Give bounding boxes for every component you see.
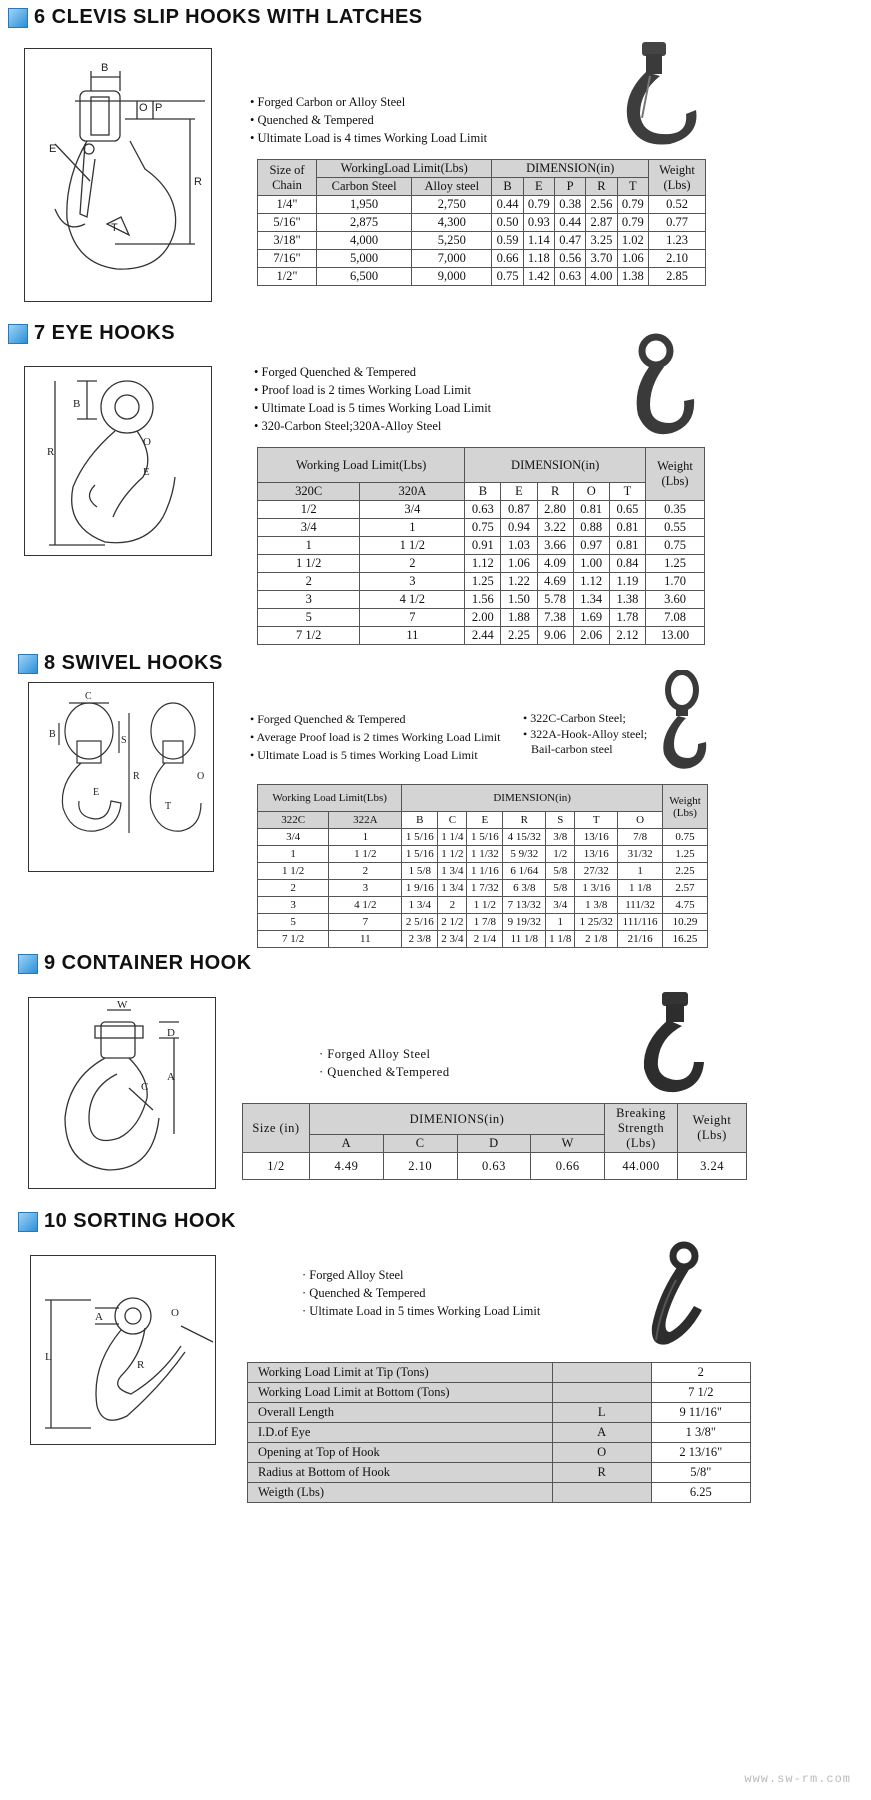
table-cell: 2 1/2 xyxy=(438,914,467,931)
label-e: E xyxy=(93,787,100,798)
table-cell: 4.69 xyxy=(537,573,573,591)
table-cell: 11 xyxy=(360,627,465,645)
table-cell: Radius at Bottom of Hook xyxy=(248,1463,553,1483)
sorting-hook-photo-icon xyxy=(636,1240,712,1358)
table-cell: 4.49 xyxy=(310,1153,384,1180)
section-bullet-icon xyxy=(18,654,38,674)
table-row xyxy=(258,501,705,519)
table-cell: 1 xyxy=(258,846,329,863)
section-bullet-icon xyxy=(18,1212,38,1232)
table-cell: 5 xyxy=(258,914,329,931)
table-cell: Weigth (Lbs) xyxy=(248,1483,553,1503)
table-cell: 1.38 xyxy=(617,268,648,286)
table-cell: 1.25 xyxy=(646,555,705,573)
table-cell: 2 1/4 xyxy=(467,931,503,948)
table-cell: 0.52 xyxy=(649,196,706,214)
table-cell: 1 7/32 xyxy=(467,880,503,897)
table-cell: 4,300 xyxy=(412,214,492,232)
table-row xyxy=(258,931,708,948)
table-cell: 1 1/4 xyxy=(438,829,467,846)
table-row xyxy=(258,863,708,880)
table-cell: R xyxy=(552,1463,651,1483)
section-6-title: 6 CLEVIS SLIP HOOKS WITH LATCHES xyxy=(8,6,423,29)
table-cell: 27/32 xyxy=(575,863,618,880)
table-cell: 11 1/8 xyxy=(503,931,546,948)
label-e: E xyxy=(49,143,57,155)
table-row xyxy=(248,1423,751,1443)
table-cell: 1.06 xyxy=(617,250,648,268)
table-cell: 0.79 xyxy=(617,196,648,214)
table-cell: 7 1/2 xyxy=(258,931,329,948)
table-cell: L xyxy=(552,1403,651,1423)
table-cell: 2.06 xyxy=(573,627,609,645)
table-cell: 1.00 xyxy=(573,555,609,573)
table-cell: 1.12 xyxy=(465,555,501,573)
table-cell: 0.77 xyxy=(649,214,706,232)
label-r: R xyxy=(47,446,55,458)
swivel-hook-photo-icon xyxy=(650,670,714,774)
table-cell: O xyxy=(552,1443,651,1463)
section-7-table: Working Load Limit(Lbs) DIMENSION(in) Weight (Lbs) 320C 320A B E R O T 1/2 3/4 0.63 0.87 2.80 0.81 0.65 0.35 3/4 1 0.75 0.94 3.22 0.88 0.81 0.55 1 1 1/2 0.91 1.03 3.66 0.97 0.81 0.75 1 1/2 2 1.12 1.06 4.09 1.00 0.84 1.25 2 3 1.25 1.22 4.69 1.12 1.19 1.70 3 4 1/2 1.56 1.50 5.78 1.34 1.38 3.60 5 7 2.00 1.88 7.38 1.69 1.78 7.08 7 1/2 11 2.44 2.25 9.06 2.06 2.12 13.00 xyxy=(257,447,705,645)
table-cell: 2.25 xyxy=(663,863,708,880)
table-cell: 1 3/4 xyxy=(438,880,467,897)
label-b: B xyxy=(49,729,56,740)
clevis-hook-diagram xyxy=(24,48,212,302)
table-cell: 7.38 xyxy=(537,609,573,627)
table-cell: 1/2 xyxy=(258,501,360,519)
table-cell: 0.56 xyxy=(555,250,586,268)
table-cell: 4 1/2 xyxy=(329,897,402,914)
table-cell: 3 xyxy=(258,897,329,914)
section-bullet-icon xyxy=(18,954,38,974)
table-cell: 1.12 xyxy=(573,573,609,591)
table-cell: 0.97 xyxy=(573,537,609,555)
table-row xyxy=(258,196,706,214)
label-c: C xyxy=(85,691,92,702)
table-cell: 3/4 xyxy=(258,829,329,846)
table-row xyxy=(248,1363,751,1383)
table-cell: 2,875 xyxy=(317,214,412,232)
table-cell: 1 9/16 xyxy=(402,880,438,897)
section-6-table: Size of Chain WorkingLoad Limit(Lbs) DIMENSION(in) Weight (Lbs) Carbon Steel Alloy steel B E P R T 1/4" 1,950 2,750 0.44 0.79 0.38 2.56 0.79 0.52 5/16" 2,875 4,300 0.50 0.93 0.44 2.87 0.79 0.77 3/18" 4,000 5,250 0.59 1.14 0.47 3.25 1.02 1.23 7/16" 5,000 7,000 0.66 1.18 0.56 3.70 1.06 2.10 1/2" 6,500 9,000 0.75 1.42 0.63 4.00 1.38 2.85 xyxy=(257,159,706,286)
table-cell: Working Load Limit at Bottom (Tons) xyxy=(248,1383,553,1403)
table-cell: 44.000 xyxy=(605,1153,678,1180)
clevis-hook-photo-icon xyxy=(612,40,708,150)
table-cell: 0.50 xyxy=(492,214,523,232)
table-cell: 0.59 xyxy=(492,232,523,250)
table-cell: 3.25 xyxy=(586,232,617,250)
table-cell: 0.75 xyxy=(646,537,705,555)
table-row xyxy=(258,609,705,627)
table-cell: 1.14 xyxy=(523,232,554,250)
section-bullet-icon xyxy=(8,8,28,28)
table-cell: 1 3/8 xyxy=(575,897,618,914)
section-6-bullets: • Forged Carbon or Alloy Steel • Quenched & Tempered • Ultimate Load is 4 times Working Load Limit xyxy=(250,93,487,147)
table-cell: 1 1/2 xyxy=(329,846,402,863)
table-cell: 0.66 xyxy=(531,1153,605,1180)
table-row xyxy=(258,250,706,268)
label-b: B xyxy=(101,62,109,74)
table-cell: 1,950 xyxy=(317,196,412,214)
table-cell: 0.65 xyxy=(609,501,645,519)
table-row xyxy=(258,829,708,846)
table-row xyxy=(258,573,705,591)
table-cell: 1 1/8 xyxy=(618,880,663,897)
table-cell: 3/18" xyxy=(258,232,317,250)
table-cell: 0.66 xyxy=(492,250,523,268)
table-cell: 7 xyxy=(360,609,465,627)
table-cell: 3/4 xyxy=(360,501,465,519)
table-cell: Opening at Top of Hook xyxy=(248,1443,553,1463)
table-cell: 2 xyxy=(360,555,465,573)
label-w: W xyxy=(117,999,128,1011)
table-cell: 3.66 xyxy=(537,537,573,555)
table-cell xyxy=(552,1363,651,1383)
table-cell: 2.80 xyxy=(537,501,573,519)
table-cell: 16.25 xyxy=(663,931,708,948)
table-cell: 2.56 xyxy=(586,196,617,214)
table-cell: 3.22 xyxy=(537,519,573,537)
table-cell: 1.69 xyxy=(573,609,609,627)
table-cell: 0.81 xyxy=(609,537,645,555)
table-cell: 0.63 xyxy=(457,1153,531,1180)
table-row xyxy=(258,519,705,537)
table-cell: 1/4" xyxy=(258,196,317,214)
table-cell: 0.79 xyxy=(523,196,554,214)
table-row xyxy=(258,232,706,250)
section-10-bullets: · Forged Alloy Steel · Quenched & Tempered · Ultimate Load in 5 times Working Load Limit xyxy=(302,1266,540,1320)
table-cell: 9 19/32 xyxy=(503,914,546,931)
label-r: R xyxy=(194,176,202,188)
table-cell: 1.50 xyxy=(501,591,537,609)
table-cell: 1.22 xyxy=(501,573,537,591)
table-cell: 1 1/2 xyxy=(438,846,467,863)
table-cell: 1 3/16 xyxy=(575,880,618,897)
table-cell: 1.25 xyxy=(465,573,501,591)
table-cell: 1 1/2 xyxy=(258,863,329,880)
table-cell: 9,000 xyxy=(412,268,492,286)
table-cell: 1 xyxy=(258,537,360,555)
table-cell: 1 xyxy=(618,863,663,880)
table-row xyxy=(258,214,706,232)
table-cell: 0.35 xyxy=(646,501,705,519)
table-cell: 0.55 xyxy=(646,519,705,537)
section-8-table: Working Load Limit(Lbs) DIMENSION(in) Weight (Lbs) 322C 322A B C E R S T O 3/4 1 1 5/16 1 1/4 1 5/16 4 15/32 3/8 13/16 7/8 0.75 1 1 1/2 1 5/16 1 1/2 1 1/32 5 9/32 1/2 13/16 31/32 1.25 1 1/2 2 1 5/8 1 3/4 1 1/16 6 1/64 5/8 27/32 1 2.25 2 3 1 9/16 1 3/4 1 7/32 6 3/8 5/8 1 3/16 1 1/8 2.57 3 4 1/2 1 3/4 2 1 1/2 7 13/32 3/4 1 3/8 111/32 4.75 5 7 2 5/16 2 1/2 1 7/8 9 19/32 1 1 25/32 111/116 10.29 7 1/2 11 2 3/8 2 3/4 2 1/4 11 1/8 1 1/8 2 1/8 21/16 16.25 xyxy=(257,784,708,948)
table-cell: 5,000 xyxy=(317,250,412,268)
table-cell: 5/8 xyxy=(546,880,575,897)
table-cell: 1 5/16 xyxy=(467,829,503,846)
container-hook-diagram xyxy=(28,997,216,1189)
table-cell: 2 xyxy=(651,1363,750,1383)
table-cell: 4,000 xyxy=(317,232,412,250)
table-cell: 111/32 xyxy=(618,897,663,914)
table-cell: 1 3/8" xyxy=(651,1423,750,1443)
container-hook-photo-icon xyxy=(632,990,714,1096)
table-cell: 1 1/16 xyxy=(467,863,503,880)
table-row xyxy=(248,1403,751,1423)
table-row xyxy=(258,914,708,931)
table-cell: 1 xyxy=(360,519,465,537)
table-cell: 1 1/32 xyxy=(467,846,503,863)
table-cell: 3/4 xyxy=(546,897,575,914)
table-cell: 0.93 xyxy=(523,214,554,232)
label-l: L xyxy=(45,1351,52,1363)
table-cell: 1.56 xyxy=(465,591,501,609)
table-cell: 2.44 xyxy=(465,627,501,645)
table-cell: 1 xyxy=(329,829,402,846)
table-cell: 2.85 xyxy=(649,268,706,286)
table-cell: 13/16 xyxy=(575,829,618,846)
watermark-text: www.sw-rm.com xyxy=(744,1772,851,1786)
table-cell: 1 25/32 xyxy=(575,914,618,931)
table-cell: 4.00 xyxy=(586,268,617,286)
table-cell: 2 3/8 xyxy=(402,931,438,948)
table-cell: Working Load Limit at Tip (Tons) xyxy=(248,1363,553,1383)
table-cell: 21/16 xyxy=(618,931,663,948)
table-cell: 7,000 xyxy=(412,250,492,268)
section-9-title: 9 CONTAINER HOOK xyxy=(18,952,252,975)
label-o: O xyxy=(197,771,205,782)
table-row xyxy=(258,268,706,286)
table-cell: I.D.of Eye xyxy=(248,1423,553,1443)
table-cell: 2.87 xyxy=(586,214,617,232)
table-cell: 7 1/2 xyxy=(258,627,360,645)
table-cell: 0.75 xyxy=(465,519,501,537)
table-cell: 3 xyxy=(258,591,360,609)
table-cell: 5.78 xyxy=(537,591,573,609)
label-o: O xyxy=(171,1307,179,1319)
table-cell: 6.25 xyxy=(651,1483,750,1503)
table-cell: 2.10 xyxy=(383,1153,457,1180)
table-cell: 1 5/8 xyxy=(402,863,438,880)
table-cell: 9.06 xyxy=(537,627,573,645)
table-cell: 2 13/16" xyxy=(651,1443,750,1463)
table-row xyxy=(258,846,708,863)
label-t: T xyxy=(111,222,118,234)
table-cell: 3/4 xyxy=(258,519,360,537)
table-cell: 7/16" xyxy=(258,250,317,268)
table-cell: 0.81 xyxy=(573,501,609,519)
table-cell: 9 11/16" xyxy=(651,1403,750,1423)
section-8-bail-note: Bail-carbon steel xyxy=(531,742,613,756)
table-row xyxy=(243,1153,747,1180)
section-10-table xyxy=(247,1362,751,1503)
table-cell: 1.42 xyxy=(523,268,554,286)
table-row xyxy=(248,1463,751,1483)
label-o: O xyxy=(143,436,151,448)
table-cell: 6 1/64 xyxy=(503,863,546,880)
section-7-title: 7 EYE HOOKS xyxy=(8,322,175,345)
table-cell: 2 xyxy=(258,880,329,897)
eye-hook-photo-icon xyxy=(624,333,700,443)
table-cell: 0.87 xyxy=(501,501,537,519)
table-cell: 3.24 xyxy=(678,1153,747,1180)
section-8-bullets: • Forged Quenched & Tempered • Average Proof load is 2 times Working Load Limit • Ultimate Load is 5 times Working Load Limit xyxy=(250,710,500,764)
sorting-hook-diagram xyxy=(30,1255,216,1445)
table-cell: 0.47 xyxy=(555,232,586,250)
label-a: A xyxy=(167,1071,175,1083)
table-cell: 1.38 xyxy=(609,591,645,609)
table-cell: 3 xyxy=(329,880,402,897)
table-cell: 0.91 xyxy=(465,537,501,555)
table-cell: 5,250 xyxy=(412,232,492,250)
section-bullet-icon xyxy=(8,324,28,344)
table-cell: 1.06 xyxy=(501,555,537,573)
table-cell: 1 3/4 xyxy=(402,897,438,914)
table-cell: 4.09 xyxy=(537,555,573,573)
label-d: D xyxy=(167,1027,175,1039)
label-s: S xyxy=(121,735,127,746)
table-cell: 2 xyxy=(258,573,360,591)
table-cell: 1.34 xyxy=(573,591,609,609)
table-cell: 6 3/8 xyxy=(503,880,546,897)
swivel-hook-diagram xyxy=(28,682,214,872)
table-cell: 1 1/8 xyxy=(546,931,575,948)
table-cell: 0.38 xyxy=(555,196,586,214)
section-8-title: 8 SWIVEL HOOKS xyxy=(18,652,223,675)
label-r: R xyxy=(133,771,140,782)
table-cell: 1.88 xyxy=(501,609,537,627)
label-c: C xyxy=(141,1081,149,1093)
table-row xyxy=(258,897,708,914)
table-cell: 2,750 xyxy=(412,196,492,214)
table-cell: 1.03 xyxy=(501,537,537,555)
label-b: B xyxy=(73,398,81,410)
table-cell: 3 xyxy=(360,573,465,591)
table-row xyxy=(258,555,705,573)
table-cell: 7 1/2 xyxy=(651,1383,750,1403)
table-cell: 5 9/32 xyxy=(503,846,546,863)
table-cell: 1.78 xyxy=(609,609,645,627)
table-cell: 2 5/16 xyxy=(402,914,438,931)
table-cell: 1 7/8 xyxy=(467,914,503,931)
table-cell: 10.29 xyxy=(663,914,708,931)
table-cell: 1/2 xyxy=(546,846,575,863)
label-o: O xyxy=(139,102,148,114)
table-cell: 1.25 xyxy=(663,846,708,863)
table-cell: 0.81 xyxy=(609,519,645,537)
table-row xyxy=(248,1383,751,1403)
section-9-table: Size (in) DIMENIONS(in) Breaking Strength (Lbs) Weight (Lbs) A C D W 1/2 4.49 2.10 0.63 0.66 44.000 3.24 xyxy=(242,1103,747,1180)
table-cell: 1 1/2 xyxy=(467,897,503,914)
table-cell: 1.02 xyxy=(617,232,648,250)
table-cell: 2 1/8 xyxy=(575,931,618,948)
table-cell: 1 5/16 xyxy=(402,829,438,846)
table-cell: 0.88 xyxy=(573,519,609,537)
table-cell: 11 xyxy=(329,931,402,948)
table-row xyxy=(248,1483,751,1503)
table-cell: 3.60 xyxy=(646,591,705,609)
table-cell: 1.18 xyxy=(523,250,554,268)
table-cell: 7 13/32 xyxy=(503,897,546,914)
table-cell: 2.00 xyxy=(465,609,501,627)
table-cell: 2.12 xyxy=(609,627,645,645)
table-cell: 4 15/32 xyxy=(503,829,546,846)
table-row xyxy=(258,591,705,609)
section-10-title: 10 SORTING HOOK xyxy=(18,1210,236,1233)
table-cell: 4 1/2 xyxy=(360,591,465,609)
table-cell: A xyxy=(552,1423,651,1443)
table-row xyxy=(258,537,705,555)
section-8-material-bullets: • 322C-Carbon Steel; • 322A-Hook-Alloy steel; xyxy=(523,710,647,742)
table-cell: 2.25 xyxy=(501,627,537,645)
table-cell: 3.70 xyxy=(586,250,617,268)
table-cell: Overall Length xyxy=(248,1403,553,1423)
label-e: E xyxy=(143,466,150,478)
label-t: T xyxy=(165,801,172,812)
table-cell: 1 xyxy=(546,914,575,931)
section-7-bullets: • Forged Quenched & Tempered • Proof load is 2 times Working Load Limit • Ultimate Load is 5 times Working Load Limit • 320-Carbon Steel;320A-Alloy Steel xyxy=(254,363,491,435)
section-9-bullets: · Forged Alloy Steel · Quenched &Tempered xyxy=(319,1045,450,1081)
table-cell: 111/116 xyxy=(618,914,663,931)
table-cell: 0.79 xyxy=(617,214,648,232)
table-cell: 1 3/4 xyxy=(438,863,467,880)
table-cell: 1/2 xyxy=(243,1153,310,1180)
eye-hook-diagram xyxy=(24,366,212,556)
table-row xyxy=(258,627,705,645)
table-cell: 0.75 xyxy=(663,829,708,846)
table-cell: 0.75 xyxy=(492,268,523,286)
table-cell: 0.63 xyxy=(465,501,501,519)
table-row xyxy=(258,880,708,897)
label-p: P xyxy=(155,102,163,114)
table-cell: 1.23 xyxy=(649,232,706,250)
table-cell: 0.44 xyxy=(555,214,586,232)
table-cell: 1 1/2 xyxy=(360,537,465,555)
table-cell: 1.19 xyxy=(609,573,645,591)
table-row xyxy=(248,1443,751,1463)
table-cell: 5/16" xyxy=(258,214,317,232)
table-cell: 0.94 xyxy=(501,519,537,537)
table-cell: 7/8 xyxy=(618,829,663,846)
table-cell: 7 xyxy=(329,914,402,931)
table-cell: 13/16 xyxy=(575,846,618,863)
label-r: R xyxy=(137,1359,145,1371)
table-cell: 1 1/2 xyxy=(258,555,360,573)
table-cell: 7.08 xyxy=(646,609,705,627)
table-cell: 1/2" xyxy=(258,268,317,286)
table-cell: 2 xyxy=(438,897,467,914)
table-cell: 0.44 xyxy=(492,196,523,214)
table-cell: 6,500 xyxy=(317,268,412,286)
table-cell: 2.10 xyxy=(649,250,706,268)
table-cell: 5/8" xyxy=(651,1463,750,1483)
table-cell: 3/8 xyxy=(546,829,575,846)
table-cell: 31/32 xyxy=(618,846,663,863)
table-cell: 4.75 xyxy=(663,897,708,914)
table-cell: 2.57 xyxy=(663,880,708,897)
table-cell: 13.00 xyxy=(646,627,705,645)
table-cell xyxy=(552,1483,651,1503)
table-cell xyxy=(552,1383,651,1403)
label-a: A xyxy=(95,1311,103,1323)
table-cell: 5 xyxy=(258,609,360,627)
table-cell: 2 xyxy=(329,863,402,880)
table-cell: 1 5/16 xyxy=(402,846,438,863)
table-cell: 0.84 xyxy=(609,555,645,573)
table-cell: 5/8 xyxy=(546,863,575,880)
table-cell: 0.63 xyxy=(555,268,586,286)
table-cell: 1.70 xyxy=(646,573,705,591)
table-cell: 2 3/4 xyxy=(438,931,467,948)
